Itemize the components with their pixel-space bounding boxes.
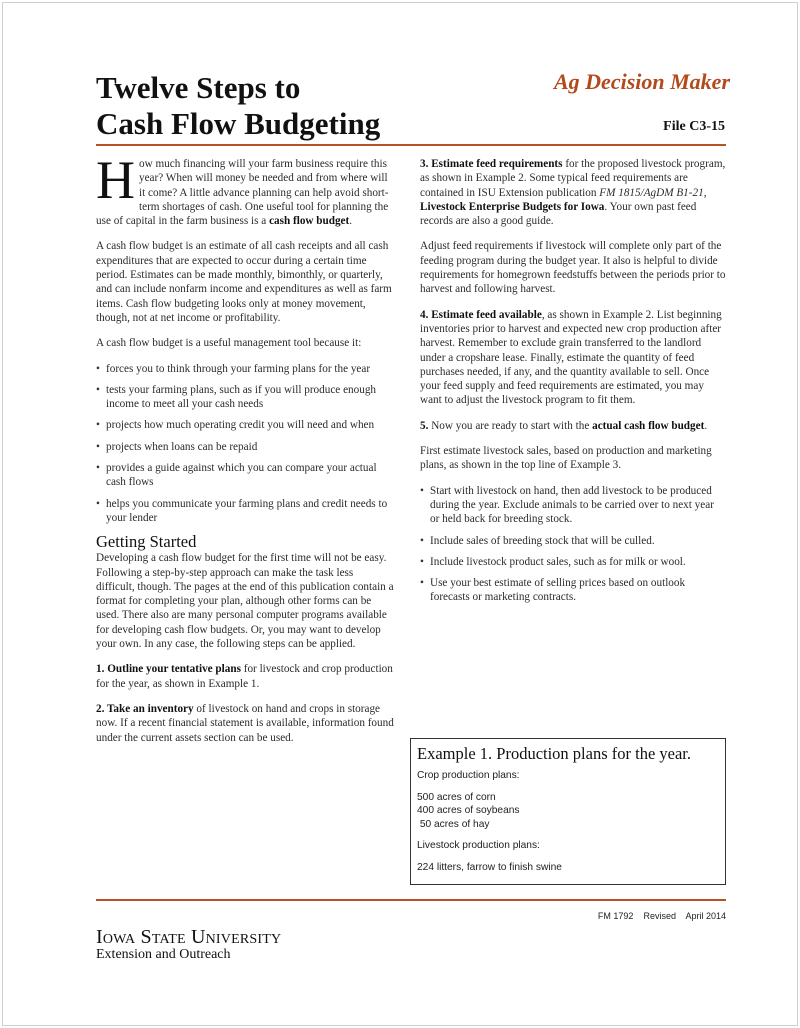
page-title [96,70,456,142]
title-line-1: Twelve Steps to [96,70,301,105]
adjust-paragraph: Adjust feed requirements if livestock will complete only part of the feeding program during the budget year. It also is helpful to divide requirements for homegrown feedstuffs between the periods prior to harvest and following harvest. [420,240,726,296]
intro-paragraph: How much financing will your farm business require this year? When will money be needed and from where will it come? A little advance planning can help avoid short-term shortages of cash. One useful tool for planning the use of capital in the farm business is a cash flow budget. [96,150,389,228]
list-item: • Start with livestock on hand, then add livestock to be produced during the year. Exclude animals to be carried over to next year or held back for breeding stock. [420,484,726,527]
publication-info: FM 1792 Revised April 2014 [597,911,726,921]
definition-paragraph: A cash flow budget is an estimate of all cash receipts and all cash expenditures that are expected to occur during a certain time period. Estimates can be made monthly, bimonthly, or quarterly, and can include nonfarm income and expenditures as well as farm items. Cash flow budgeting looks only at money movement, though, not at net income or profitability. [96,240,392,324]
crop-line: 500 acres of corn [417,791,496,803]
crop-line: 400 acres of soybeans [417,805,520,816]
list-item: • projects when loans can be repaid [96,440,394,454]
left-column [96,150,394,756]
list-item: • tests your farming plans, such as if you will produce enough income to meet all your cash needs [96,383,394,412]
title-line-2: Cash Flow Budgeting [96,106,381,141]
list-item: • provides a guide against which you can compare your actual cash flows [96,461,394,490]
step-5: 5. Now you are ready to start with the actual cash flow budget. [420,419,708,432]
benefits-list [96,362,394,526]
drop-cap: H [96,150,135,210]
brand-name: Ag Decision Maker [554,69,730,94]
list-item: • Use your best estimate of selling prices based on outlook forecasts or marketing contracts. [420,576,726,605]
livestock-line: 224 litters, farrow to finish swine [417,861,562,873]
example-1-title: Example 1. Production plans for the year. [417,744,692,763]
list-item: • helps you communicate your farming plans and credit needs to your lender [96,497,394,526]
example-1-box [410,738,726,885]
section-heading-getting-started: Getting Started [96,532,197,552]
footer-rule [96,899,726,901]
step-3: 3. Estimate feed requirements for the proposed livestock program, as shown in Example 2. Some typical feed requirements are contained in ISU Extension publication FM 1815/AgDM B1-21, Livestock Enterprise Budgets for Iowa. Your own past feed records are also a good guide. [420,158,726,228]
livestock-heading: Livestock production plans: [417,840,540,851]
list-item: • forces you to think through your farming plans for the year [96,362,394,376]
extension-name: Extension and Outreach [96,947,231,962]
first-estimate-paragraph: First estimate livestock sales, based on production and marketing plans, as shown in the top line of Example 3. [420,445,712,472]
university-logo: Iowa State University [96,926,282,948]
file-number: File C3-15 [663,119,725,134]
getting-started-paragraph: Developing a cash flow budget for the first time will not be easy. Following a step-by-step approach can make the task less difficult, though. The pages at the end of this publication contain a format for completing your plan, although other forms can be used. There also are many personal computer programs available for developing cash flow budgets. Or, you may want to develop your own. In any case, the following steps can be applied. [96,552,394,651]
header-rule [96,144,726,146]
list-item: • projects how much operating credit you will need and when [96,418,394,432]
step-4: 4. Estimate feed available, as shown in Example 2. List beginning inventories prior to harvest and expected new crop production after harvest. Remember to exclude grain transferred to the landlord under a cropshare lease. Finally, estimate the quantity of feed purchases needed, if any, and the quantity available to sell. Once your feed supply and feed requirements are estimated, you may want to adjust the livestock program to fit them. [420,308,722,407]
tool-paragraph: A cash flow budget is a useful management tool because it: [96,337,362,350]
step-1: 1. Outline your tentative plans for livestock and crop production for the year, as shown in Example 1. [96,663,393,690]
sales-list [420,484,726,605]
step-2: 2. Take an inventory of livestock on hand and crops in storage now. If a recent financial statement is available, information found under the current assets section can be used. [96,702,394,744]
right-column [420,157,726,613]
crop-line: 50 acres of hay [417,818,490,830]
list-item: • Include sales of breeding stock that will be culled. [420,534,726,548]
crop-heading: Crop production plans: [417,770,520,781]
list-item: • Include livestock product sales, such as for milk or wool. [420,555,726,569]
